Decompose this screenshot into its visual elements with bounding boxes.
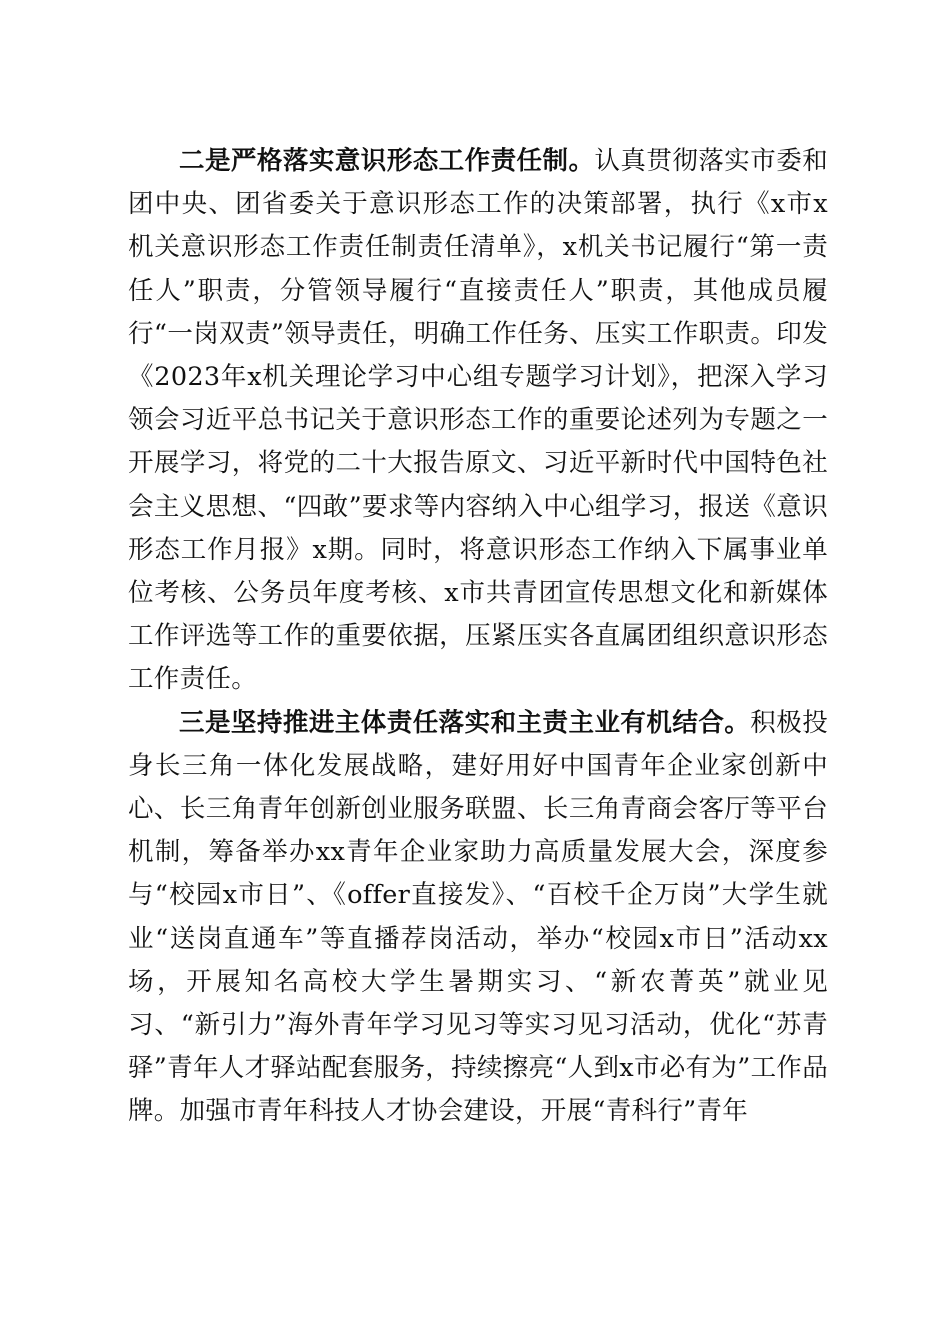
paragraph-heading: 三是坚持推进主体责任落实和主责主业有机结合。: [179, 707, 751, 738]
paragraph-main-responsibility: [128, 702, 828, 1134]
paragraph-text: 认真贯彻落实市委和团中央、团省委关于意识形态工作的决策部署，执行《x市x机关意识形态工作责任制责任清单》，x机关书记履行“第一责任人”职责，分管领导履行“直接责任人”职责，其他成员履行“一岗双责”领导责任，明确工作任务、压实工作职责。印发《2023年x机关理论学习中心组专题学习计划》，把深入学习领会习近平总书记关于意识形态工作的重要论述列为专题之一开展学习，将党的二十大报告原文、习近平新时代中国特色社会主义思想、“四敢”要求等内容纳入中心组学习，报送《意识形态工作月报》x期。同时，将意识形态工作纳入下属事业单位考核、公务员年度考核、x市共青团宣传思想文化和新媒体工作评选等工作的重要依据，压紧压实各直属团组织意识形态工作责任。: [128, 146, 828, 695]
document-body: [128, 140, 828, 1134]
paragraph-text: 积极投身长三角一体化发展战略，建好用好中国青年企业家创新中心、长三角青年创新创业服务联盟、长三角青商会客厅等平台机制，筹备举办xx青年企业家助力高质量发展大会，深度参与“校园x市日”、《offer直接发》、“百校千企万岗”大学生就业“送岗直通车”等直播荐岗活动，举办“校园x市日”活动xx场，开展知名高校大学生暑期实习、“新农菁英”就业见习、“新引力”海外青年学习见习等实习见习活动，优化“苏青驿”青年人才驿站配套服务，持续擦亮“人到x市必有为”工作品牌。加强市青年科技人才协会建设，开展“青科行”青年: [128, 707, 828, 1127]
paragraph-responsibility-system: [128, 140, 828, 702]
paragraph-heading: 二是严格落实意识形态工作责任制。: [179, 146, 595, 176]
